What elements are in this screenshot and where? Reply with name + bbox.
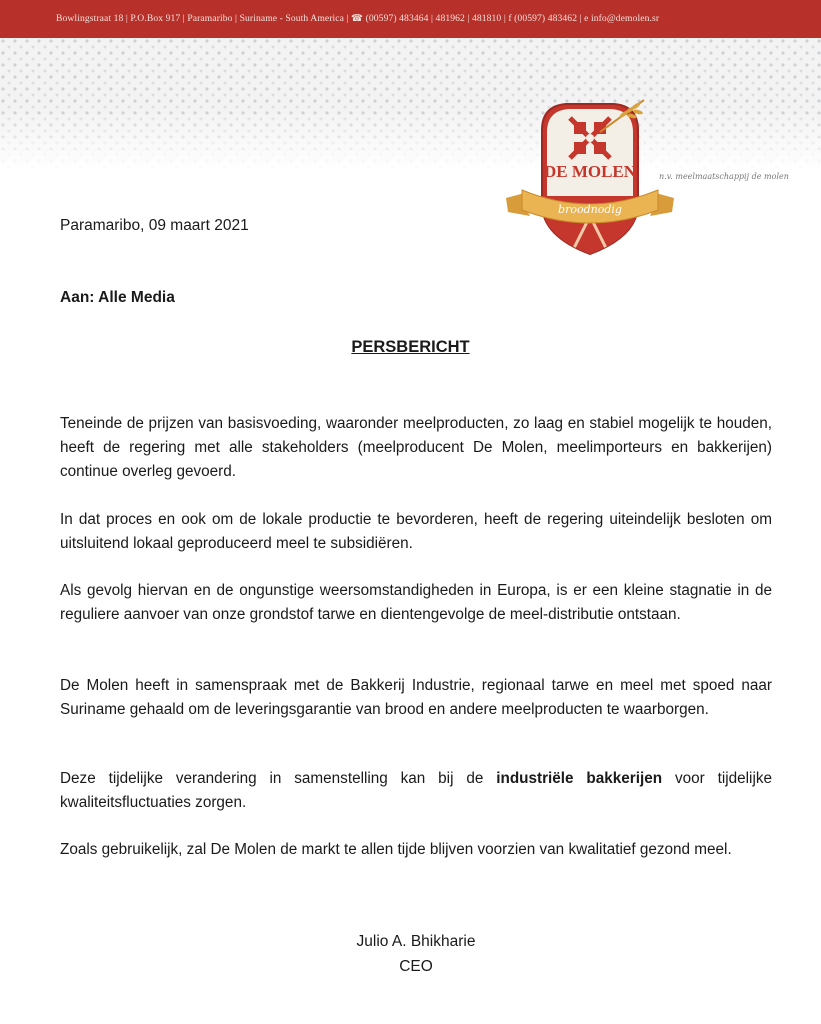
- contact-line: Bowlingstraat 18 | P.O.Box 917 | Paramaribo | Suriname - South America | ☎ (00597) 483464 | 481962 | 481810 | f (00597) 483462 | e info@demolen.sr: [56, 13, 660, 24]
- signature-name: Julio A. Bhikharie: [356, 933, 476, 950]
- letterhead-pattern: [0, 38, 821, 172]
- company-tagline: n.v. meelmaatschappij de molen: [659, 172, 789, 181]
- letterhead-contact-bar: [0, 0, 821, 38]
- signature-role: CEO: [399, 958, 433, 975]
- paragraph-5-text-b: voor tijdelijke kwaliteitsfluctuaties zorgen.: [60, 770, 773, 811]
- recipient-line: Aan: Alle Media: [60, 289, 175, 306]
- brand-name: DE MOLEN: [543, 162, 637, 181]
- paragraph-5-bold: industriële bakkerijen: [496, 770, 663, 787]
- paragraph-6: Zoals gebruikelijk, zal De Molen de markt te allen tijde blijven voorzien van kwalitatief gezond meel.: [60, 841, 732, 858]
- document-title: PERSBERICHT: [351, 338, 470, 356]
- paragraph-2: In dat proces en ook om de lokale productie te bevorderen, heeft de regering uiteindelijk besloten om uitsluitend lokaal geproduceerd meel te subsidiëren.: [60, 511, 772, 552]
- paragraph-4: De Molen heeft in samenspraak met de Bakkerij Industrie, regionaal tarwe en meel met spoed naar Suriname gehaald om de leveringsgarantie van brood en andere meelproducten te waarborgen.: [60, 677, 772, 718]
- paragraph-1: Teneinde de prijzen van basisvoeding, waaronder meelproducten, zo laag en stabiel mogelijk te houden, heeft de regering met alle stakeholders (meelproducent De Molen, meelimporteurs en bakkerijen) continue overleg gevoerd.: [60, 415, 772, 480]
- paragraph-3: Als gevolg hiervan en de ongunstige weersomstandigheden in Europa, is er een kleine stagnatie in de reguliere aanvoer van onze grondstof tarwe en dientengevolge de meel-distributie ontstaan.: [60, 582, 772, 623]
- ribbon-text: broodnodig: [558, 203, 622, 216]
- paragraph-5-text-a: Deze tijdelijke verandering in samenstelling kan bij de: [60, 770, 497, 787]
- date-line: Paramaribo, 09 maart 2021: [60, 217, 249, 234]
- paragraph-5: [60, 767, 772, 815]
